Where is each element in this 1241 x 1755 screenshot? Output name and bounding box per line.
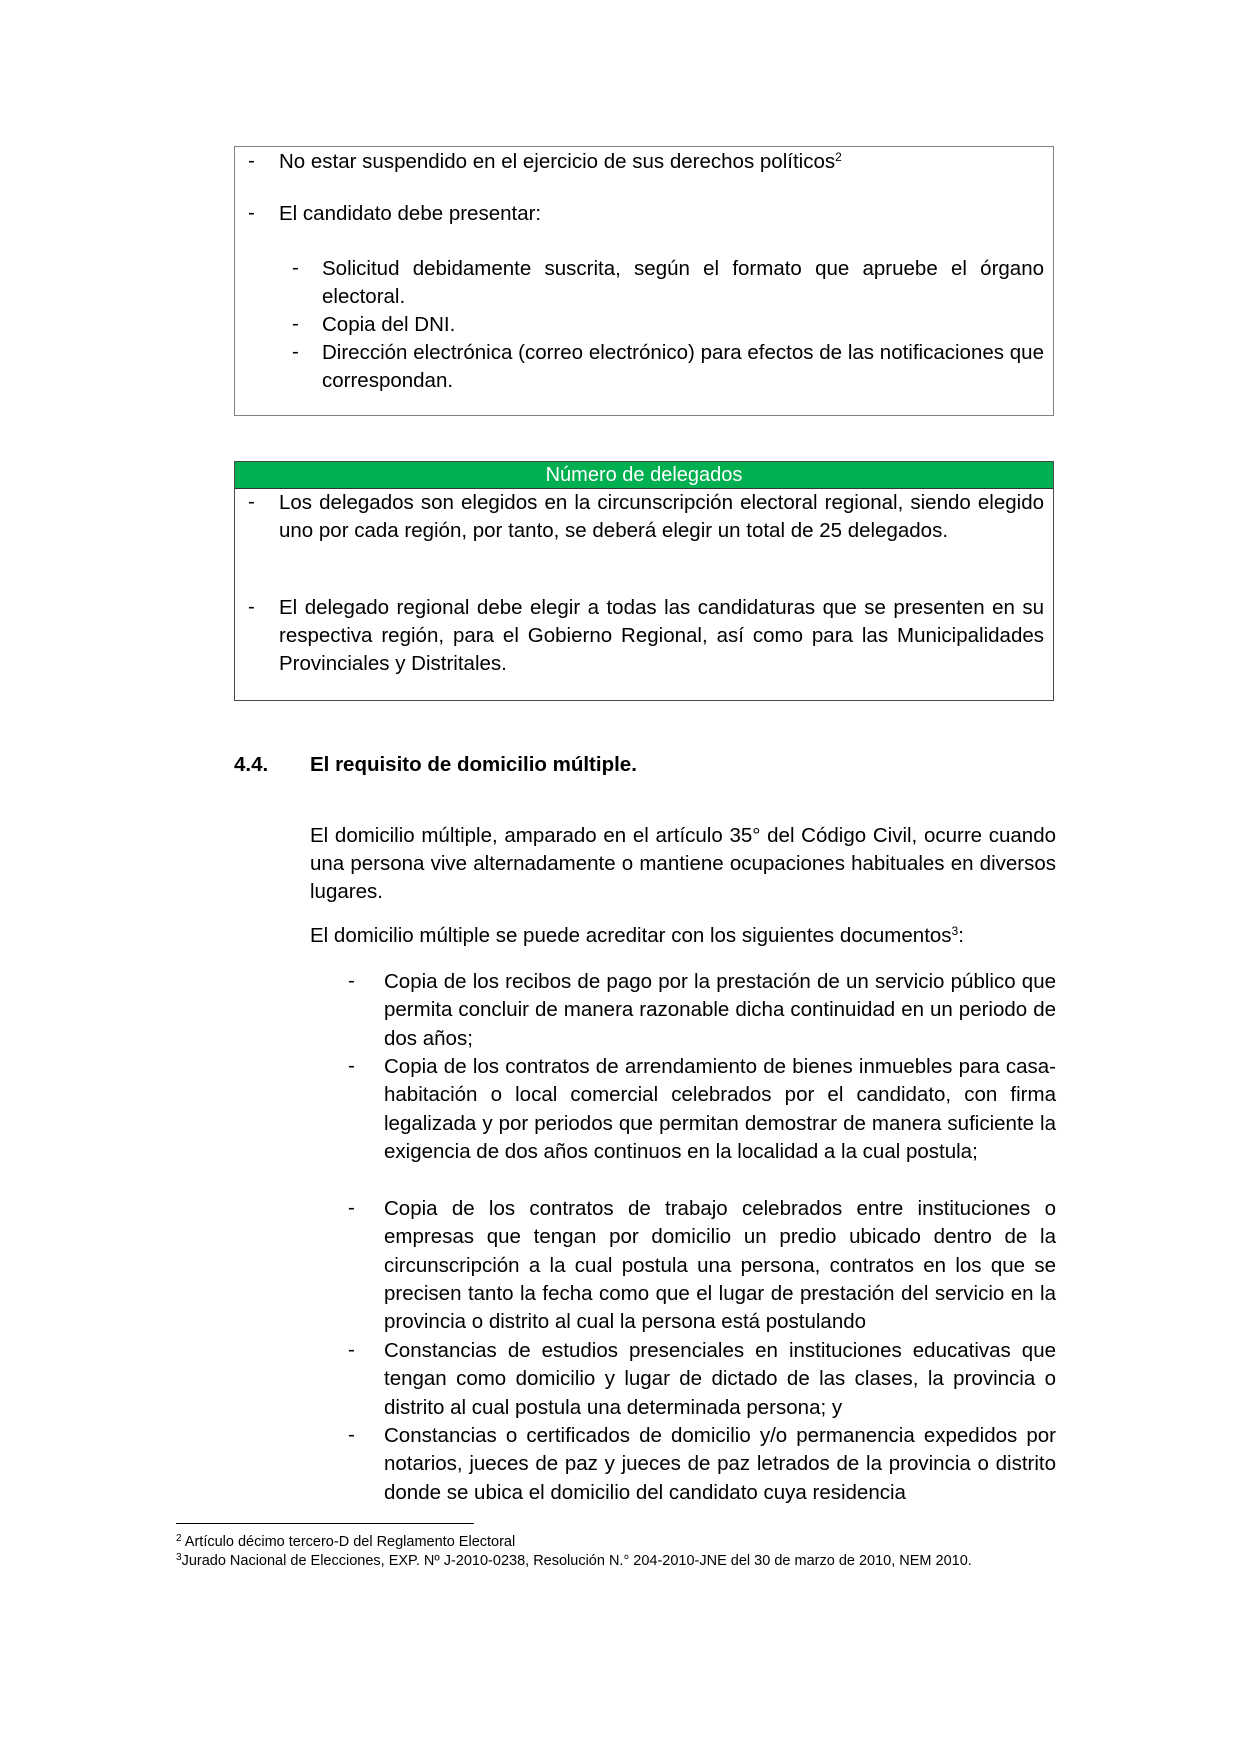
sub-requirement-item: Copia del DNI. (322, 313, 456, 336)
bullet-dash: - (248, 149, 255, 172)
bullet-dash: - (348, 969, 355, 992)
document-list-item: Constancias de estudios presenciales en instituciones educativas que tengan como domicilio y lugar de dictado de las clases, la provincia o distrito al cual postula una determinada persona; y (384, 1339, 1056, 1419)
bullet-dash: - (292, 312, 299, 335)
section-number: 4.4. (234, 753, 269, 776)
bullet-dash: - (348, 1338, 355, 1361)
bullet-dash: - (292, 256, 299, 279)
bullet-dash: - (248, 595, 255, 618)
document-list-item: Copia de los contratos de trabajo celebrados entre instituciones o empresas que tengan por domicilio un predio ubicado dentro de la circunscripción a la cual postula una persona, contratos en los que se precisen tanto la fecha como que el lugar de prestación del servicio en la provincia o distrito al cual la persona está postulando (384, 1197, 1056, 1334)
document-list-item: Constancias o certificados de domicilio y/o permanencia expedidos por notarios, jueces de paz y jueces de paz letrados de la provincia o distrito donde se ubica el domicilio del candidato cuya residencia (384, 1424, 1056, 1504)
footnote: $^2$ Artículo décimo tercero-D del Reglamento Electoral (176, 1533, 516, 1550)
delegates-item: Los delegados son elegidos en la circunscripción electoral regional, siendo elegido uno por cada región, por tanto, se deberá elegir un total de 25 delegados. (279, 491, 1044, 542)
bullet-dash: - (348, 1054, 355, 1077)
document-list-item: Copia de los contratos de arrendamiento de bienes inmuebles para casa-habitación o local comercial celebrados por el candidato, con firma legalizada y por periodos que permitan demostrar de manera suficiente la exigencia de dos años continuos en la localidad a la cual postula; (384, 1055, 1056, 1163)
requirement-item: No estar suspendido en el ejercicio de sus derechos políticos$^2$ (279, 150, 842, 173)
paragraph: El domicilio múltiple se puede acreditar con los siguientes documentos$^3$: (310, 924, 964, 947)
bullet-dash: - (292, 340, 299, 363)
footnote-separator (176, 1523, 474, 1524)
bullet-dash: - (348, 1423, 355, 1446)
bullet-dash: - (348, 1196, 355, 1219)
sub-requirement-item: Dirección electrónica (correo electrónico) para efectos de las notificaciones que correspondan. (322, 341, 1044, 392)
delegates-header: Número de delegados (235, 462, 1053, 489)
document-list-item: Copia de los recibos de pago por la prestación de un servicio público que permita concluir de manera razonable dicha continuidad en un periodo de dos años; (384, 970, 1056, 1050)
section-title: El requisito de domicilio múltiple. (310, 753, 637, 776)
footnote: $^3$Jurado Nacional de Elecciones, EXP. Nº J-2010-0238, Resolución N.° 204-2010-JNE del 30 de marzo de 2010, NEM 2010. (176, 1552, 972, 1569)
bullet-dash: - (248, 490, 255, 513)
requirement-item: El candidato debe presentar: (279, 202, 542, 225)
sub-requirement-item: Solicitud debidamente suscrita, según el formato que apruebe el órgano electoral. (322, 257, 1044, 308)
delegates-item: El delegado regional debe elegir a todas las candidaturas que se presenten en su respectiva región, para el Gobierno Regional, así como para las Municipalidades Provinciales y Distritales. (279, 596, 1044, 675)
paragraph: El domicilio múltiple, amparado en el artículo 35° del Código Civil, ocurre cuando una persona vive alternadamente o mantiene ocupaciones habituales en diversos lugares. (310, 824, 1056, 903)
bullet-dash: - (248, 201, 255, 224)
footnote-ref[interactable]: 3 (951, 924, 959, 938)
footnote-ref[interactable]: 2 (835, 150, 842, 164)
